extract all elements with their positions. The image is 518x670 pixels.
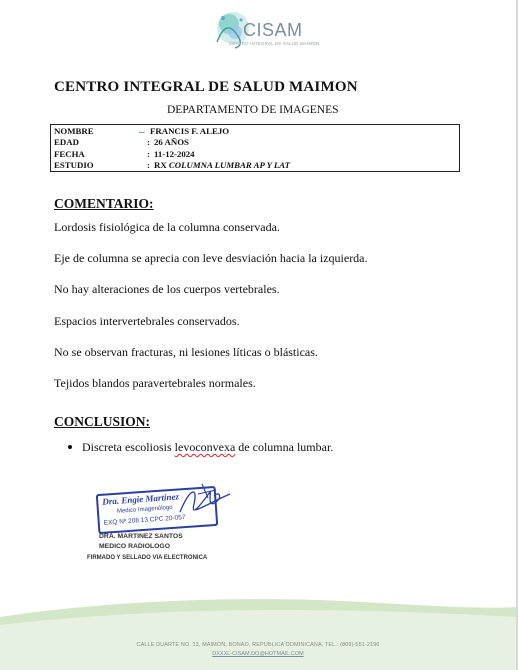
stamp-specialty: Medico Imagenólogo bbox=[116, 504, 173, 515]
info-row-fecha bbox=[54, 149, 454, 160]
info-value-text: RX bbox=[154, 160, 169, 170]
info-row-nombre bbox=[54, 126, 454, 137]
department-title: DEPARTAMENTO DE IMAGENES bbox=[167, 104, 339, 116]
comment-line: Espacios intervertebrales conservados. bbox=[54, 314, 240, 328]
bullet-text: Discreta escoliosis bbox=[82, 440, 175, 454]
comment-line: No hay alteraciones de los cuerpos vertebrales. bbox=[54, 282, 280, 296]
info-value-italic: COLUMNA LUMBAR AP Y LAT bbox=[168, 160, 290, 170]
comment-heading: COMENTARIO: bbox=[54, 196, 154, 211]
info-label: FECHA bbox=[54, 148, 85, 159]
info-row-estudio bbox=[54, 160, 454, 171]
doctor-title: MEDICO RADIOLOGO bbox=[99, 543, 170, 550]
footer-wave bbox=[0, 595, 516, 670]
patient-info-box bbox=[50, 124, 460, 172]
info-label: NOMBRE bbox=[54, 126, 94, 136]
handwritten-signature bbox=[150, 480, 240, 530]
info-row-edad bbox=[54, 137, 454, 148]
organization-title: CENTRO INTEGRAL DE SALUD MAIMON bbox=[54, 79, 358, 95]
footer-email[interactable]: DXXXL-CISAM.DO@HOTMAIL.COM bbox=[212, 651, 304, 657]
info-value bbox=[150, 126, 229, 137]
bullet-icon bbox=[68, 445, 72, 449]
info-colon: : bbox=[147, 160, 150, 170]
info-colon: : bbox=[147, 137, 150, 147]
info-value-text: 11-12-2024 bbox=[154, 148, 195, 159]
info-label: ESTUDIO bbox=[54, 160, 94, 170]
info-value bbox=[154, 137, 189, 148]
stamp-name: Dra. Engie Martinez bbox=[101, 491, 180, 507]
comment-line: Lordosis fisiológica de la columna conservada. bbox=[54, 220, 280, 234]
comment-line: Tejidos blandos paravertebrales normales. bbox=[54, 376, 256, 390]
info-value bbox=[154, 149, 195, 160]
conclusion-heading: CONCLUSION: bbox=[54, 414, 151, 429]
logo-text: CISAM bbox=[243, 20, 303, 40]
signature-note: FIRMADO Y SELLADO VIA ELECTRONICA bbox=[87, 555, 208, 561]
logo-subtitle: CENTRO INTEGRAL DE SALUD MAIMON bbox=[229, 41, 320, 46]
info-label: EDAD bbox=[54, 137, 79, 147]
comment-line: No se observan fracturas, ni lesiones líticas o blásticas. bbox=[54, 345, 318, 359]
info-value-text: 26 AÑOS bbox=[154, 137, 189, 147]
info-colon: : bbox=[147, 148, 150, 159]
conclusion-bullet bbox=[68, 440, 333, 455]
margin-mark: ꟷ bbox=[139, 129, 145, 137]
info-value-text: FRANCIS F. ALEJO bbox=[150, 126, 230, 136]
comment-line: Eje de columna se aprecia con leve desviación hacia la izquierda. bbox=[54, 251, 368, 265]
stamp-exequatur: EXQ Nº 208 13 CPC 20-057 bbox=[103, 514, 186, 527]
info-value bbox=[154, 160, 290, 171]
doctor-name: DRA. MARTINEZ SANTOS bbox=[99, 533, 183, 540]
bullet-text-end: de columna lumbar. bbox=[235, 440, 334, 454]
spellcheck-word: levoconvexa bbox=[174, 440, 236, 454]
footer-address: CALLE DUARTE NO. 13, MAIMÓN, BONAO, REPUBLICA DOMINICANA, TEL.: (809)-551-2196 bbox=[136, 642, 380, 648]
